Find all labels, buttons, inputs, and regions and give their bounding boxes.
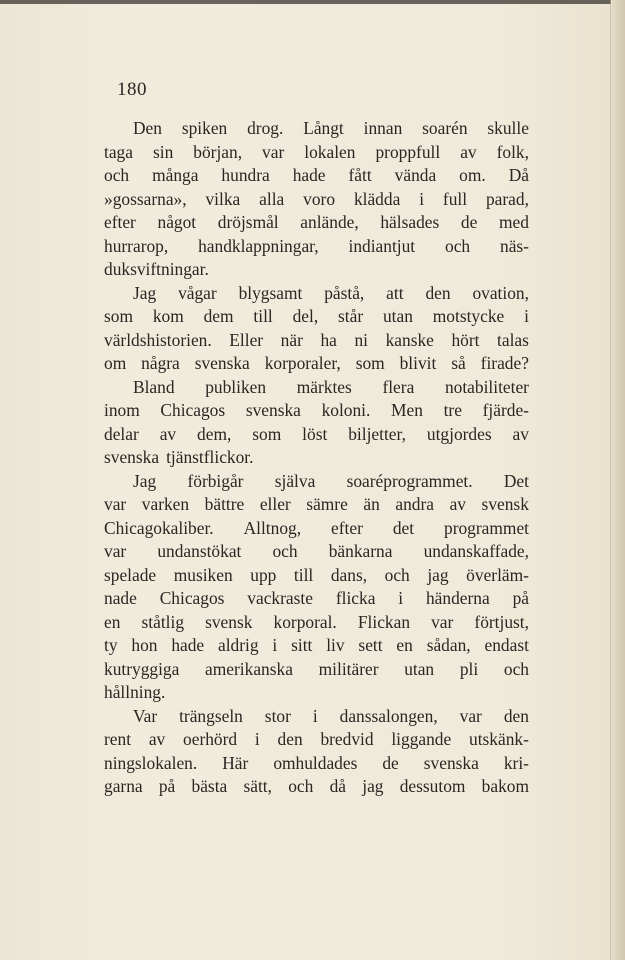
text-line: [104, 282, 529, 306]
word: själva: [274, 470, 316, 491]
word: garna: [104, 776, 143, 796]
text-line: [104, 423, 529, 447]
word: oerhörd: [183, 729, 238, 749]
word: Chicagos: [159, 588, 225, 608]
word: ni: [354, 329, 368, 350]
text-line: [104, 681, 529, 705]
word: till: [253, 306, 273, 326]
text-line: [104, 470, 529, 494]
word: fjärde-: [482, 400, 529, 420]
word: hälsades: [380, 212, 440, 232]
text-line: [104, 493, 529, 517]
word: jag: [362, 776, 384, 796]
word: drog.: [247, 118, 284, 138]
word: på: [158, 776, 176, 796]
word: Bland: [133, 376, 175, 397]
text-line: [104, 258, 529, 282]
word: vilka: [205, 188, 241, 209]
text-line: [104, 634, 529, 658]
text-line: [104, 752, 529, 776]
word: om: [104, 353, 127, 373]
word: soaréprogrammet.: [346, 470, 473, 491]
page-number: 180: [117, 79, 147, 100]
word: proppfull: [375, 141, 441, 162]
text-line: [104, 141, 529, 165]
word: sådan,: [426, 635, 471, 655]
word: innan: [363, 118, 403, 138]
word: hållning.: [104, 682, 166, 702]
word: i: [524, 306, 529, 326]
word: Jag: [133, 282, 157, 303]
word: blivit: [399, 353, 437, 373]
word: svenska: [423, 752, 479, 773]
text-line: [104, 705, 529, 729]
word: av: [148, 729, 166, 749]
text-line: [104, 775, 529, 799]
word: vågar: [178, 282, 217, 303]
word: flera: [382, 376, 415, 397]
word: och: [288, 776, 314, 796]
word: den: [503, 705, 529, 726]
text-line: [104, 540, 529, 564]
word: bakom: [481, 776, 529, 796]
text-line: [104, 446, 529, 470]
text-line: [104, 117, 529, 141]
word: undanstökat: [157, 541, 242, 561]
word: utskänk-: [469, 729, 529, 749]
text-line: [104, 611, 529, 635]
text-line: [104, 564, 529, 588]
word: flicka: [335, 588, 376, 608]
word: i: [419, 188, 425, 209]
word: av: [512, 423, 529, 444]
word: Alltnog,: [243, 517, 302, 538]
word: märktes: [296, 376, 352, 397]
word: till: [293, 564, 314, 585]
word: några: [141, 353, 180, 373]
word: vackraste: [247, 588, 313, 608]
word: folk,: [496, 141, 529, 162]
word: världshistorien.: [104, 329, 212, 350]
word: än: [363, 494, 380, 514]
word: skulle: [487, 118, 529, 138]
word: liggande: [391, 729, 452, 749]
word: näs-: [500, 235, 529, 256]
word: korporaler,: [264, 353, 341, 373]
word: hurrarop,: [104, 235, 169, 256]
word: firade?: [480, 353, 529, 373]
word: i: [398, 588, 404, 608]
word: hört: [451, 329, 480, 350]
word: stor: [264, 705, 291, 726]
word: står: [338, 306, 364, 326]
word: del,: [292, 306, 319, 326]
word: full: [442, 188, 468, 209]
word: Det: [503, 470, 529, 491]
word: Långt: [303, 118, 344, 138]
word: dans,: [330, 564, 368, 585]
word: kutryggiga: [104, 658, 180, 679]
word: svenska: [245, 400, 301, 420]
word: Men: [391, 400, 423, 420]
word: ningslokalen.: [104, 752, 198, 773]
word: det: [392, 517, 415, 538]
word: programmet: [444, 517, 529, 538]
word: sätt,: [243, 776, 272, 796]
top-edge-rule: [0, 0, 612, 4]
word: Chicagokaliber.: [104, 517, 214, 538]
word: Flickan: [357, 611, 411, 632]
word: blygsamt: [238, 282, 303, 303]
word: en: [104, 611, 121, 632]
word: lokalen: [304, 141, 356, 162]
text-line: [104, 164, 529, 188]
word: tjänstflickor.: [166, 447, 254, 467]
word: notabiliteter: [444, 376, 529, 397]
word: trängseln: [179, 705, 243, 726]
word: omhuldades: [273, 752, 358, 773]
word: när: [280, 329, 303, 350]
word: sin: [152, 141, 174, 162]
word: motstycke: [432, 306, 505, 326]
word: aldrig: [218, 635, 259, 655]
word: och: [445, 235, 471, 256]
word: kom: [152, 306, 184, 326]
page-edge-shadow: [611, 0, 625, 960]
word: de: [382, 752, 399, 773]
text-line: [104, 211, 529, 235]
word: en: [396, 635, 413, 655]
word: kanske: [385, 329, 434, 350]
word: alla: [259, 188, 285, 209]
word: handklappningar,: [198, 235, 319, 256]
word: Då: [508, 165, 529, 185]
word: så: [451, 353, 466, 373]
word: Jag: [133, 470, 157, 491]
text-line: [104, 305, 529, 329]
word: biljetter,: [348, 423, 406, 444]
text-line: [104, 728, 529, 752]
word: var: [104, 541, 127, 561]
word: löst: [302, 423, 328, 444]
word: med: [498, 212, 529, 232]
word: ha: [320, 329, 337, 350]
word: dröjsmål: [217, 212, 279, 232]
word: ståtlig: [141, 611, 185, 632]
word: svensk: [205, 611, 253, 632]
word: taga: [104, 141, 133, 162]
word: kri-: [503, 752, 529, 773]
word: som: [355, 353, 385, 373]
word: ovation,: [472, 282, 529, 303]
word: dem: [203, 306, 234, 326]
word: sett: [358, 635, 383, 655]
word: upp: [250, 564, 277, 585]
word: parad,: [485, 188, 529, 209]
word: anlände,: [300, 212, 359, 232]
word: i: [254, 729, 260, 749]
word: rent: [104, 729, 132, 749]
word: talas: [497, 329, 529, 350]
word: soarén: [422, 118, 468, 138]
word: indiantjut: [348, 235, 416, 256]
text-line: [104, 352, 529, 376]
text-line: [104, 188, 529, 212]
word: klädda: [353, 188, 401, 209]
body-text: [104, 117, 529, 799]
word: händerna: [425, 588, 490, 608]
word: spelade: [104, 564, 157, 585]
word: utan: [382, 306, 413, 326]
word: liv: [326, 635, 345, 655]
word: bredvid: [320, 729, 374, 749]
word: och: [384, 564, 410, 585]
word: i: [272, 635, 278, 655]
word: spiken: [181, 118, 228, 138]
word: hade: [292, 165, 326, 185]
word: hade: [171, 635, 205, 655]
word: utan: [404, 658, 435, 679]
word: och: [503, 658, 529, 679]
word: sämre: [306, 494, 348, 514]
word: av: [460, 141, 477, 162]
word: bänkarna: [328, 541, 393, 561]
word: eller: [259, 494, 291, 514]
word: militärer: [318, 658, 379, 679]
word: något: [157, 212, 197, 232]
word: i: [312, 705, 318, 726]
word: jag: [427, 564, 449, 585]
word: Eller: [229, 329, 264, 350]
word: efter: [104, 212, 136, 232]
word: bättre: [204, 494, 245, 514]
word: »gossarna»,: [104, 188, 187, 209]
text-line: [104, 517, 529, 541]
word: hundra: [221, 165, 270, 185]
text-line: [104, 399, 529, 423]
word: svenska: [194, 353, 250, 373]
word: var: [104, 494, 127, 514]
word: av: [159, 423, 177, 444]
word: ty: [104, 635, 118, 655]
word: pli: [459, 658, 479, 679]
word: musiken: [173, 564, 233, 585]
word: Här: [222, 752, 249, 773]
word: voro: [303, 188, 336, 209]
word: Var: [133, 705, 158, 726]
word: på: [512, 588, 529, 608]
word: endast: [484, 635, 529, 655]
word: delar: [104, 423, 139, 444]
word: överläm-: [466, 564, 529, 585]
word: varken: [141, 494, 190, 514]
word: då: [329, 776, 346, 796]
word: och: [272, 541, 298, 561]
word: koloni.: [321, 400, 371, 420]
word: många: [152, 165, 199, 185]
word: svensk: [481, 494, 529, 514]
text-line: [104, 376, 529, 400]
word: svenska: [104, 447, 160, 467]
text-line: [104, 235, 529, 259]
word: sitt: [291, 635, 313, 655]
word: dessutom: [399, 776, 466, 796]
word: som: [104, 306, 133, 326]
word: att: [386, 282, 404, 303]
word: hon: [131, 635, 158, 655]
word: var: [459, 705, 482, 726]
word: förbigår: [187, 470, 244, 491]
word: danssalongen,: [339, 705, 438, 726]
word: påstå,: [324, 282, 365, 303]
word: som: [252, 423, 282, 444]
word: Chicagos: [160, 400, 226, 420]
word: var: [262, 141, 285, 162]
word: efter: [331, 517, 363, 538]
word: fått: [348, 165, 372, 185]
word: publiken: [205, 376, 267, 397]
word: bästa: [191, 776, 228, 796]
word: duksviftningar.: [104, 259, 209, 279]
word: andra: [395, 494, 434, 514]
word: nade: [104, 588, 137, 608]
word: var: [431, 611, 454, 632]
word: korporal.: [273, 611, 337, 632]
text-line: [104, 587, 529, 611]
word: de: [460, 212, 478, 232]
word: utgjordes: [426, 423, 492, 444]
word: och: [104, 165, 130, 185]
word: undanskaffade,: [423, 541, 529, 561]
word: förtjust,: [474, 611, 529, 632]
word: av: [449, 494, 466, 514]
word: Den: [133, 118, 162, 138]
word: om.: [459, 165, 486, 185]
word: början,: [193, 141, 243, 162]
word: tre: [443, 400, 462, 420]
word: den: [425, 282, 451, 303]
word: vända: [394, 165, 437, 185]
word: den: [277, 729, 303, 749]
word: dem,: [197, 423, 232, 444]
text-line: [104, 658, 529, 682]
text-line: [104, 329, 529, 353]
word: inom: [104, 400, 140, 420]
word: amerikanska: [205, 658, 293, 679]
